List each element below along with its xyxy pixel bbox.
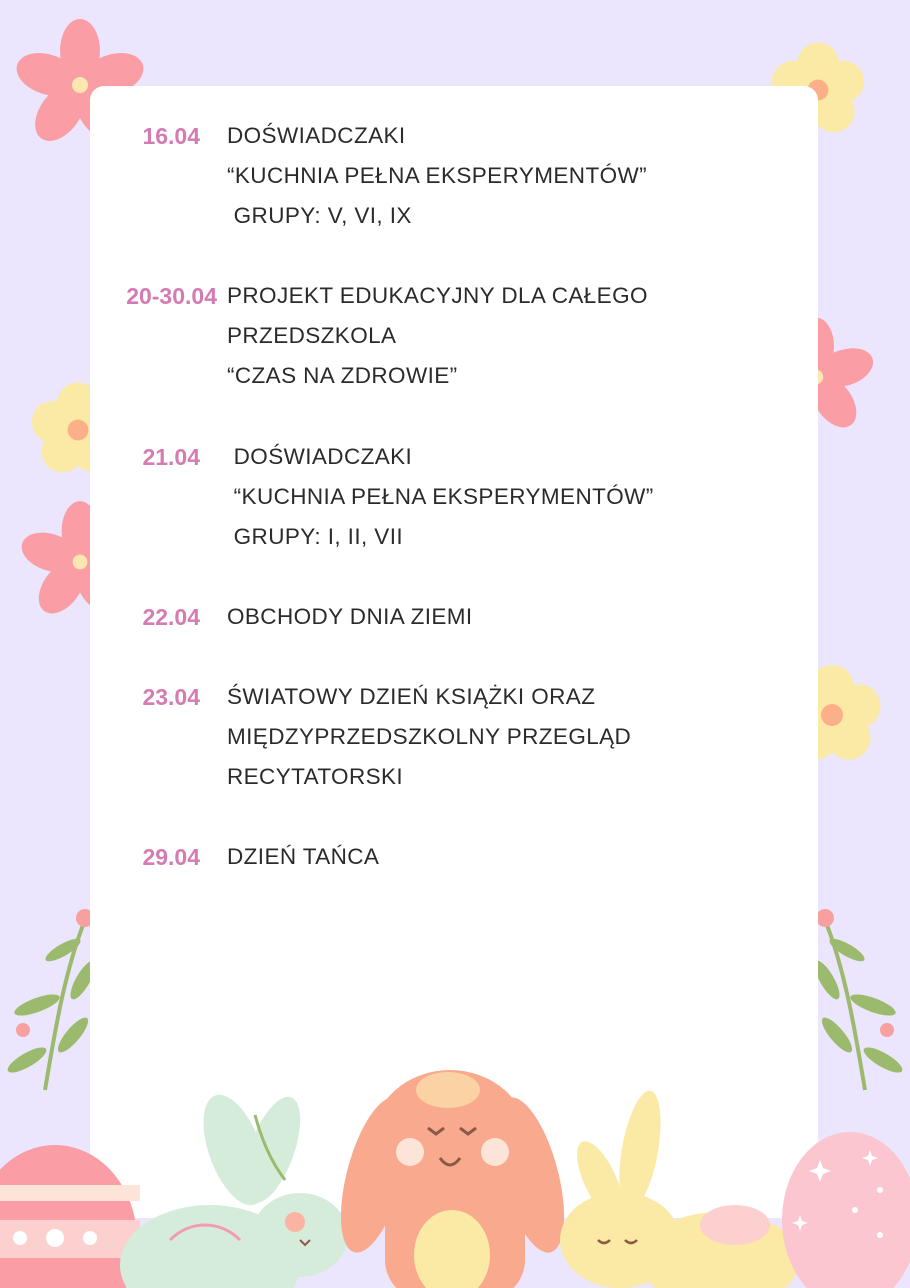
event-line: “CZAS NA ZDROWIE” — [227, 363, 458, 388]
event-line: “KUCHNIA PEŁNA EKSPERYMENTÓW” — [227, 163, 648, 188]
event-description — [227, 116, 647, 236]
event-date: 16.04 — [142, 123, 200, 149]
event-line: MIĘDZYPRZEDSZKOLNY PRZEGLĄD — [227, 724, 632, 749]
event-line: DOŚWIADCZAKI — [227, 123, 406, 148]
event-line: PROJEKT EDUKACYJNY DLA CAŁEGO — [227, 283, 648, 308]
event-date: 29.04 — [142, 844, 200, 870]
event-line: GRUPY: I, II, VII — [227, 524, 403, 549]
event-date: 22.04 — [142, 604, 200, 630]
event-line: “KUCHNIA PEŁNA EKSPERYMENTÓW” — [227, 484, 654, 509]
leaf-branch-icon — [810, 909, 906, 1090]
event-date: 23.04 — [142, 684, 200, 710]
event-line: OBCHODY DNIA ZIEMI — [227, 604, 473, 629]
event-date: 21.04 — [142, 444, 200, 470]
event-description — [227, 597, 473, 637]
event-line: PRZEDSZKOLA — [227, 323, 397, 348]
event-date: 20-30.04 — [126, 283, 217, 309]
leaf-branch-icon — [4, 909, 100, 1090]
event-line: DOŚWIADCZAKI — [227, 444, 413, 469]
event-description — [227, 276, 648, 396]
event-description — [227, 437, 654, 557]
event-line: DZIEŃ TAŃCA — [227, 844, 380, 869]
event-line: RECYTATORSKI — [227, 764, 404, 789]
event-description — [227, 837, 379, 877]
content-card — [90, 86, 818, 1218]
event-line: ŚWIATOWY DZIEŃ KSIĄŻKI ORAZ — [227, 684, 596, 709]
event-line: GRUPY: V, VI, IX — [227, 203, 412, 228]
event-description — [227, 677, 631, 797]
